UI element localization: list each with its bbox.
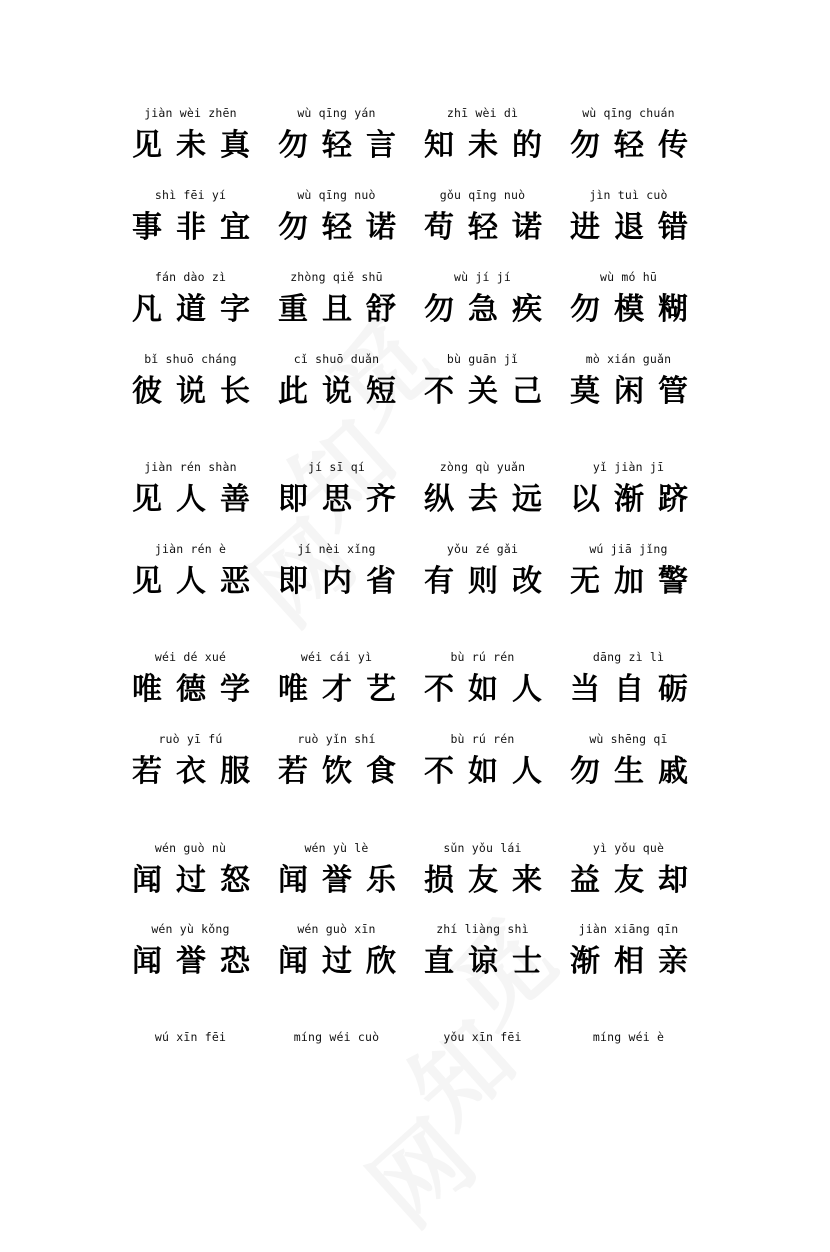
- verse-cell: [118, 1030, 263, 1100]
- hanzi-text: 进退错: [570, 210, 702, 245]
- hanzi-text: 闻誉恐: [132, 944, 264, 979]
- hanzi-text: 重且舒: [278, 292, 410, 327]
- pinyin-text: míng wéi cuò: [293, 1030, 380, 1044]
- pinyin-text: wéi dé xué: [154, 650, 227, 664]
- verse-cell: [556, 922, 701, 992]
- pinyin-text: ruò yī fú: [158, 732, 223, 746]
- verse-cell: [264, 106, 409, 176]
- verse-cell: [410, 188, 555, 258]
- pinyin-text: jiàn xiāng qīn: [578, 922, 679, 936]
- hanzi-text: 当自砺: [570, 672, 702, 707]
- verse-cell: [556, 188, 701, 258]
- pinyin-text: wén guò xīn: [297, 922, 376, 936]
- verse-cell: [410, 922, 555, 992]
- verse-row: [118, 460, 718, 530]
- pinyin-text: wéi cái yì: [300, 650, 373, 664]
- pinyin-text: mò xián guǎn: [585, 352, 672, 366]
- hanzi-text: 见人善: [132, 482, 264, 517]
- verse-cell: [410, 650, 555, 720]
- verse-row: [118, 650, 718, 720]
- verse-cell: [410, 460, 555, 530]
- verse-cell: [556, 542, 701, 612]
- pinyin-text: bù guān jǐ: [446, 352, 519, 366]
- verse-cell: [118, 352, 263, 422]
- verse-cell: [410, 352, 555, 422]
- verse-cell: [556, 650, 701, 720]
- pinyin-text: zhī wèi dì: [446, 106, 519, 120]
- pinyin-text: jìn tuì cuò: [589, 188, 668, 202]
- pinyin-text: jí sī qí: [308, 460, 365, 474]
- pinyin-text: gǒu qīng nuò: [439, 188, 526, 202]
- pinyin-text: jí nèi xǐng: [297, 542, 376, 556]
- verse-cell: [556, 460, 701, 530]
- verse-cell: [264, 352, 409, 422]
- pinyin-text: wù jí jí: [454, 270, 511, 284]
- verse-cell: [264, 270, 409, 340]
- hanzi-text: 勿轻诺: [278, 210, 410, 245]
- pinyin-text: yǐ jiàn jī: [592, 460, 665, 474]
- pinyin-text: bù rú rén: [450, 732, 515, 746]
- verse-cell: [410, 1030, 555, 1100]
- hanzi-text: 唯才艺: [278, 672, 410, 707]
- pinyin-text: jiàn wèi zhēn: [144, 106, 237, 120]
- hanzi-text: 若饮食: [278, 754, 410, 789]
- verse-cell: [118, 542, 263, 612]
- pinyin-text: bù rú rén: [450, 650, 515, 664]
- verse-cell: [118, 841, 263, 911]
- verse-cell: [410, 542, 555, 612]
- pinyin-text: wén guò nù: [154, 841, 227, 855]
- verse-cell: [264, 922, 409, 992]
- hanzi-text: [410, 1050, 555, 1090]
- pinyin-text: sǔn yǒu lái: [443, 841, 522, 855]
- hanzi-text: 勿生戚: [570, 754, 702, 789]
- verse-row: [118, 732, 718, 802]
- hanzi-text: 凡道字: [132, 292, 264, 327]
- hanzi-text: 即内省: [278, 564, 410, 599]
- hanzi-text: 闻誉乐: [278, 863, 410, 898]
- pinyin-text: wù qīng nuò: [297, 188, 376, 202]
- verse-row: [118, 841, 718, 911]
- verse-cell: [264, 542, 409, 612]
- pinyin-text: wù shēng qī: [589, 732, 668, 746]
- hanzi-text: 不如人: [424, 754, 556, 789]
- hanzi-text: 即思齐: [278, 482, 410, 517]
- hanzi-text: 闻过怒: [132, 863, 264, 898]
- verse-row: [118, 188, 718, 258]
- verse-cell: [118, 188, 263, 258]
- hanzi-text: 若衣服: [132, 754, 264, 789]
- hanzi-text: 闻过欣: [278, 944, 410, 979]
- pinyin-text: wén yù lè: [304, 841, 369, 855]
- verse-cell: [118, 106, 263, 176]
- pinyin-text: wù qīng yán: [297, 106, 376, 120]
- hanzi-text: 勿轻言: [278, 128, 410, 163]
- verse-cell: [556, 106, 701, 176]
- verse-row: [118, 542, 718, 612]
- pinyin-text: zhòng qiě shū: [290, 270, 383, 284]
- pinyin-text: wú xīn fēi: [154, 1030, 227, 1044]
- verse-cell: [556, 1030, 701, 1100]
- pinyin-text: jiàn rén è: [154, 542, 227, 556]
- verse-cell: [264, 460, 409, 530]
- verse-cell: [118, 732, 263, 802]
- verse-cell: [264, 650, 409, 720]
- pinyin-text: míng wéi è: [592, 1030, 665, 1044]
- hanzi-text: 事非宜: [132, 210, 264, 245]
- pinyin-text: bǐ shuō cháng: [144, 352, 237, 366]
- pinyin-text: yǒu xīn fēi: [443, 1030, 522, 1044]
- verse-cell: [556, 352, 701, 422]
- hanzi-text: 纵去远: [424, 482, 556, 517]
- hanzi-text: 直谅士: [424, 944, 556, 979]
- hanzi-text: 勿模糊: [570, 292, 702, 327]
- verse-cell: [410, 841, 555, 911]
- pinyin-text: cǐ shuō duǎn: [293, 352, 380, 366]
- hanzi-text: 以渐跻: [570, 482, 702, 517]
- hanzi-text: 知未的: [424, 128, 556, 163]
- hanzi-text: 不如人: [424, 672, 556, 707]
- pinyin-text: fán dào zì: [154, 270, 227, 284]
- verse-cell: [410, 732, 555, 802]
- verse-cell: [264, 188, 409, 258]
- hanzi-text: 不关己: [424, 374, 556, 409]
- hanzi-text: 渐相亲: [570, 944, 702, 979]
- hanzi-text: [556, 1050, 701, 1090]
- verse-cell: [118, 270, 263, 340]
- pinyin-text: shì fēi yí: [154, 188, 227, 202]
- hanzi-text: 见未真: [132, 128, 264, 163]
- verse-cell: [556, 841, 701, 911]
- pinyin-text: wù mó hū: [600, 270, 657, 284]
- pinyin-text: ruò yǐn shí: [297, 732, 376, 746]
- verse-row: [118, 1030, 718, 1100]
- pinyin-text: zhí liàng shì: [436, 922, 529, 936]
- verse-row: [118, 352, 718, 422]
- hanzi-text: 无加警: [570, 564, 702, 599]
- verse-cell: [410, 270, 555, 340]
- verse-cell: [264, 1030, 409, 1100]
- hanzi-text: 勿轻传: [570, 128, 702, 163]
- pinyin-text: dāng zì lì: [592, 650, 665, 664]
- verse-cell: [556, 732, 701, 802]
- pinyin-text: zòng qù yuǎn: [439, 460, 526, 474]
- hanzi-text: [264, 1050, 409, 1090]
- verse-cell: [118, 460, 263, 530]
- hanzi-text: [118, 1050, 263, 1090]
- verse-row: [118, 270, 718, 340]
- verse-row: [118, 106, 718, 176]
- hanzi-text: 损友来: [424, 863, 556, 898]
- hanzi-text: 唯德学: [132, 672, 264, 707]
- verse-cell: [410, 106, 555, 176]
- hanzi-text: 见人恶: [132, 564, 264, 599]
- pinyin-text: wù qīng chuán: [582, 106, 675, 120]
- verse-row: [118, 922, 718, 992]
- hanzi-text: 苟轻诺: [424, 210, 556, 245]
- pinyin-text: yǒu zé gǎi: [446, 542, 519, 556]
- hanzi-text: 有则改: [424, 564, 556, 599]
- verse-cell: [556, 270, 701, 340]
- verse-cell: [264, 841, 409, 911]
- verse-cell: [264, 732, 409, 802]
- verse-cell: [118, 922, 263, 992]
- pinyin-text: wú jiā jǐng: [589, 542, 668, 556]
- hanzi-text: 莫闲管: [570, 374, 702, 409]
- pinyin-text: yì yǒu què: [592, 841, 665, 855]
- pinyin-text: wén yù kǒng: [151, 922, 230, 936]
- hanzi-text: 彼说长: [132, 374, 264, 409]
- hanzi-text: 勿急疾: [424, 292, 556, 327]
- pinyin-text: jiàn rén shàn: [144, 460, 237, 474]
- verse-cell: [118, 650, 263, 720]
- hanzi-text: 益友却: [570, 863, 702, 898]
- hanzi-text: 此说短: [278, 374, 410, 409]
